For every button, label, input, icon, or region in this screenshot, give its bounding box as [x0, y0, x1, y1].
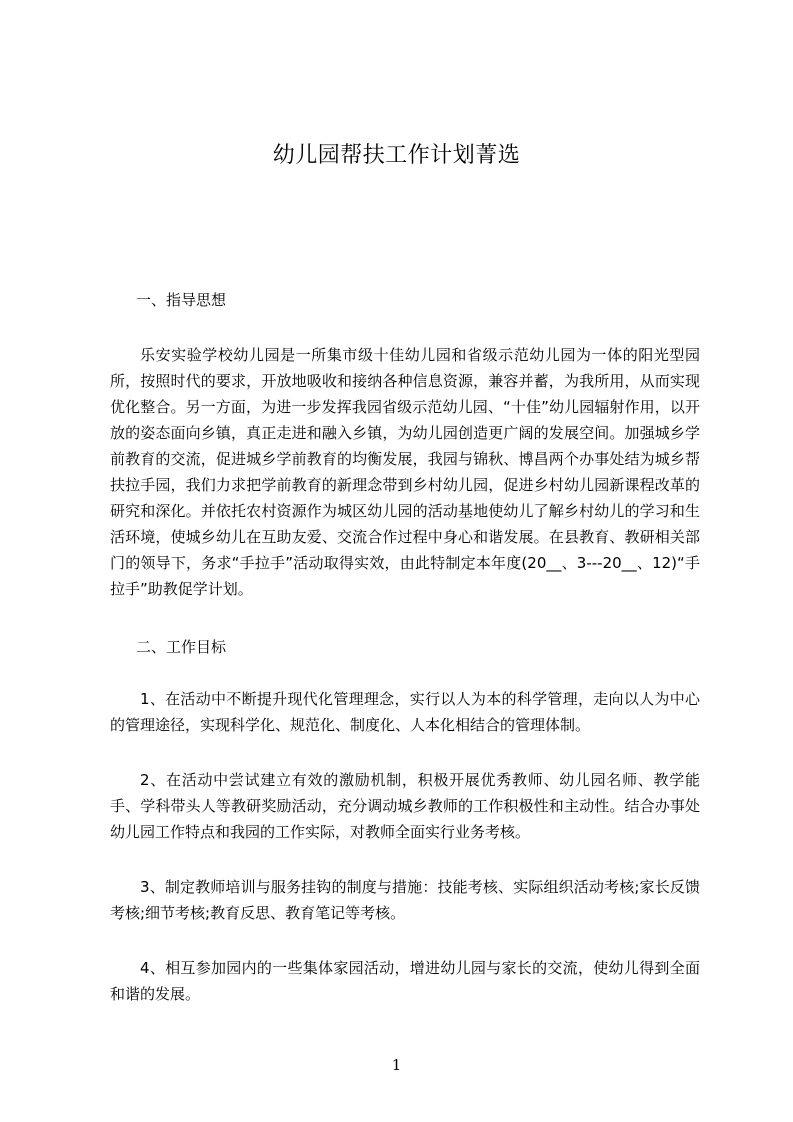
section-heading-guiding-ideology: 一、指导思想	[136, 291, 227, 309]
goal-item-3: 3、制定教师培训与服务挂钩的制度与措施：技能考核、实际组织活动考核;家长反馈考核;细节考核;教育反思、教育笔记等考核。	[110, 878, 700, 922]
page-number: 1	[391, 1056, 402, 1074]
goal-item-4: 4、相互参加园内的一些集体家园活动，增进幼儿园与家长的交流，使幼儿得到全面和谐的发展。	[110, 959, 700, 1003]
goal-item-2: 2、在活动中尝试建立有效的激励机制，积极开展优秀教师、幼儿园名师、教学能手、学科带头人等教研奖励活动，充分调动城乡教师的工作积极性和主动性。结合办事处幼儿园工作特点和我园的工作实际，对教师全面实行业务考核。	[110, 771, 700, 841]
paragraph-guiding-ideology: 乐安实验学校幼儿园是一所集市级十佳幼儿园和省级示范幼儿园为一体的阳光型园所，按照时代的要求，开放地吸收和接纳各种信息资源，兼容并蓄，为我所用，从而实现优化整合。另一方面，为进一步发挥我园省级示范幼儿园、“十佳”幼儿园辐射作用，以开放的姿态面向乡镇，真正走进和融入乡镇，为幼儿园创造更广阔的发展空间。加强城乡学前教育的交流，促进城乡学前教育的均衡发展，我园与锦秋、博昌两个办事处结为城乡帮扶拉手园，我们力求把学前教育的新理念带到乡村幼儿园，促进乡村幼儿园新课程改革的研究和深化。并依托农村资源作为城区幼儿园的活动基地使幼儿了解乡村幼儿的学习和生活环境，使城乡幼儿在互助友爱、交流合作过程中身心和谐发展。在县教育、教研相关部门的领导下，务求“手拉手”活动取得实效，由此特制定本年度(20__、3---20__、12)“手拉手”助教促学计划。	[110, 346, 700, 598]
goal-item-1: 1、在活动中不断提升现代化管理理念，实行以人为本的科学管理，走向以人为中心的管理途径，实现科学化、规范化、制度化、人本化相结合的管理体制。	[110, 690, 700, 734]
section-heading-work-goals: 二、工作目标	[136, 638, 227, 656]
document-title: 幼儿园帮扶工作计划菁选	[272, 143, 521, 168]
